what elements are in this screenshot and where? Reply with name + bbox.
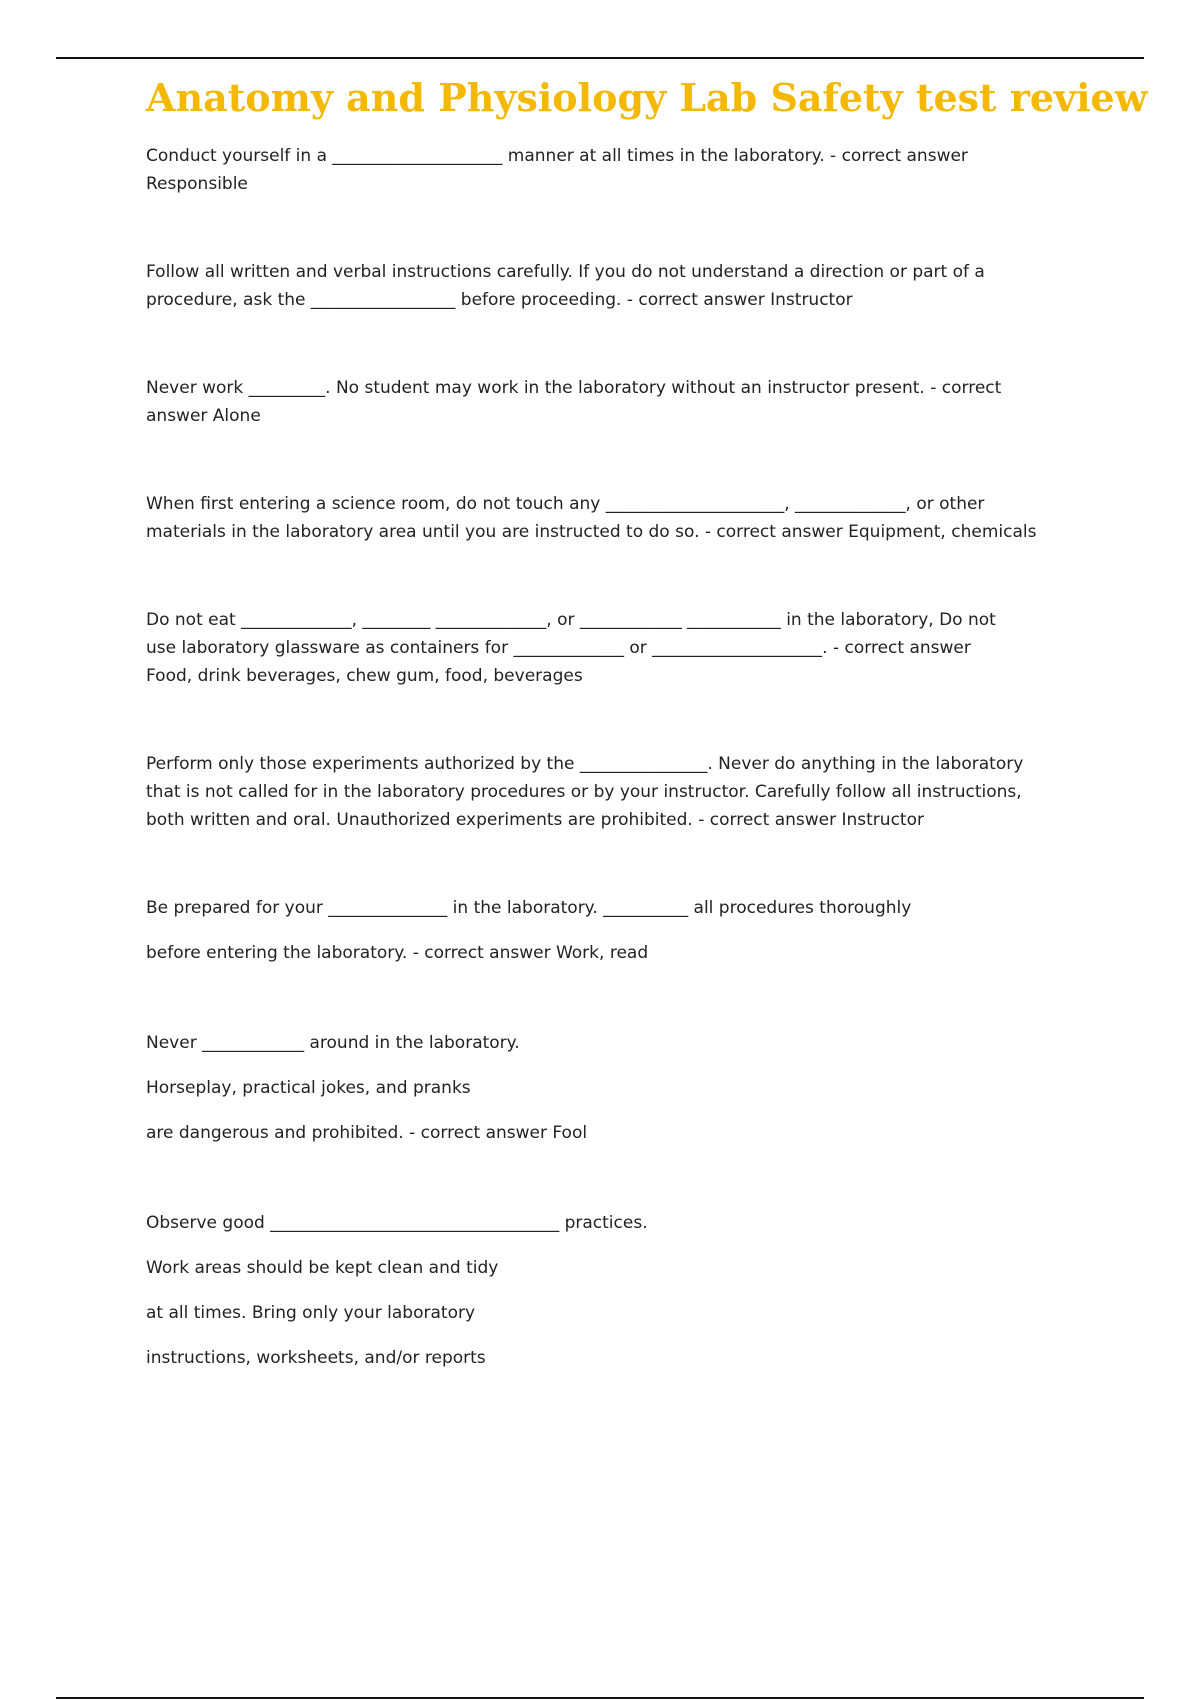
question-1-line-1: Conduct yourself in a ____________________ manner at all times in the laboratory. - correct answer [146,146,968,166]
question-2 [146,258,1086,314]
question-3 [146,374,1086,430]
top-rule [56,57,1144,59]
question-8 [146,1029,1086,1147]
question-8-line-1: Never ____________ around in the laboratory. [146,1033,520,1053]
question-7 [146,894,1086,967]
question-6-line-2: that is not called for in the laboratory procedures or by your instructor. Carefully follow all instructions, [146,782,1022,802]
question-7-line-2: before entering the laboratory. - correct answer Work, read [146,943,649,963]
question-9-line-3: at all times. Bring only your laboratory [146,1303,476,1323]
question-3-line-2: answer Alone [146,406,261,426]
question-9 [146,1209,1086,1372]
question-8-line-2: Horseplay, practical jokes, and pranks [146,1078,471,1098]
question-6 [146,750,1086,834]
question-6-line-3: both written and oral. Unauthorized experiments are prohibited. - correct answer Instructor [146,810,924,830]
question-9-line-1: Observe good __________________________________ practices. [146,1213,648,1233]
question-4 [146,490,1086,546]
question-1 [146,142,1086,198]
bottom-rule [56,1697,1144,1699]
question-2-line-2: procedure, ask the _________________ before proceeding. - correct answer Instructor [146,290,853,310]
question-4-line-2: materials in the laboratory area until you are instructed to do so. - correct answer Equipment, chemicals [146,522,1037,542]
document-body [146,72,1148,1372]
question-7-line-1: Be prepared for your ______________ in the laboratory. __________ all procedures thoroughly [146,898,912,918]
question-5-line-1: Do not eat _____________, ________ _____________, or ____________ ___________ in the laboratory, Do not [146,610,996,630]
question-4-line-1: When first entering a science room, do not touch any _____________________, _____________, or other [146,494,985,514]
question-5-line-2: use laboratory glassware as containers for _____________ or ____________________. - correct answer [146,638,971,658]
question-5 [146,606,1086,690]
question-6-line-1: Perform only those experiments authorized by the _______________. Never do anything in the laboratory [146,754,1024,774]
document-title: Anatomy and Physiology Lab Safety test review [146,75,1148,120]
question-2-line-1: Follow all written and verbal instructions carefully. If you do not understand a direction or part of a [146,262,985,282]
question-5-line-3: Food, drink beverages, chew gum, food, beverages [146,666,583,686]
question-8-line-3: are dangerous and prohibited. - correct answer Fool [146,1123,588,1143]
question-9-line-2: Work areas should be kept clean and tidy [146,1258,499,1278]
question-9-line-4: instructions, worksheets, and/or reports [146,1348,486,1368]
question-3-line-1: Never work _________. No student may work in the laboratory without an instructor present. - correct [146,378,1002,398]
question-1-line-2: Responsible [146,174,248,194]
